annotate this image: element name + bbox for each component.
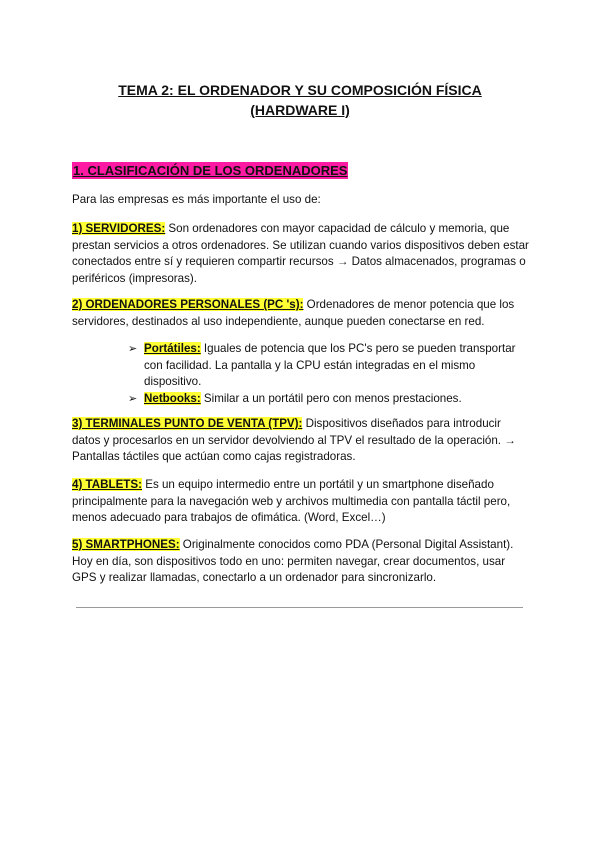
item-personales-label: 2) ORDENADORES PERSONALES (PC 's): bbox=[72, 298, 304, 311]
document-title bbox=[60, 80, 540, 120]
horizontal-rule bbox=[76, 607, 523, 608]
subitem-portatiles bbox=[128, 341, 528, 391]
section-heading bbox=[72, 162, 348, 180]
item-servidores-label: 1) SERVIDORES: bbox=[72, 222, 166, 235]
title-line-2: (HARDWARE I) bbox=[250, 102, 350, 118]
item-servidores-text: Son ordenadores con mayor capacidad de cálculo y memoria, que prestan servicios a otros ordenadores. Se utilizan cuando varios dispositivos deben estar conectados entre sí y requieren compartir recursos → Datos almacenados, programas o periféricos (impresoras). bbox=[72, 222, 529, 285]
item-servidores bbox=[72, 221, 532, 287]
item-smartphones bbox=[72, 537, 532, 587]
item-tpv-text: Dispositivos diseñados para introducir datos y procesarlos en un servidor devolviendo al TPV el resultado de la operación. → Pantallas táctiles que actúan como cajas registradoras. bbox=[72, 417, 516, 463]
item-tablets bbox=[72, 477, 532, 527]
arrow-bullet-icon: ➢ bbox=[128, 343, 138, 355]
item-tablets-label: 4) TABLETS: bbox=[72, 478, 142, 491]
subitem-portatiles-label: Portátiles: bbox=[144, 342, 201, 355]
item-tablets-text: Es un equipo intermedio entre un portátil y un smartphone diseñado principalmente para la navegación web y archivos multimedia con pantalla táctil pero, menos adecuado para trabajos de ofimática. (Word, Excel…) bbox=[72, 478, 511, 524]
subitem-portatiles-text: Iguales de potencia que los PC's pero se pueden transportar con facilidad. La pantalla y la CPU están integradas en el mismo dispositivo. bbox=[144, 342, 516, 388]
title-line-1: TEMA 2: EL ORDENADOR Y SU COMPOSICIÓN FÍSICA bbox=[118, 82, 482, 98]
item-personales-text: Ordenadores de menor potencia que los servidores, destinados al uso independiente, aunque pueden conectarse en red. bbox=[72, 298, 515, 328]
subitem-netbooks bbox=[128, 391, 528, 408]
item-personales bbox=[72, 297, 532, 330]
subitem-netbooks-label: Netbooks: bbox=[144, 391, 201, 405]
subitem-list bbox=[128, 341, 528, 407]
arrow-bullet-icon: ➢ bbox=[128, 392, 138, 405]
subitem-netbooks-text: Similar a un portátil pero con menos prestaciones. bbox=[200, 391, 462, 405]
item-tpv bbox=[72, 416, 532, 466]
intro-paragraph: Para las empresas es más importante el uso de: bbox=[72, 193, 321, 206]
section-heading-text: 1. CLASIFICACIÓN DE LOS ORDENADORES bbox=[73, 163, 348, 178]
item-tpv-label: 3) TERMINALES PUNTO DE VENTA (TPV): bbox=[72, 417, 303, 430]
item-smartphones-label: 5) SMARTPHONES: bbox=[72, 538, 180, 551]
item-smartphones-text: Originalmente conocidos como PDA (Personal Digital Assistant). Hoy en día, son dispositivos todo en uno: permiten navegar, crear documentos, usar GPS y realizar llamadas, conectarlo a un ordenador para sincronizarlo. bbox=[72, 538, 514, 584]
